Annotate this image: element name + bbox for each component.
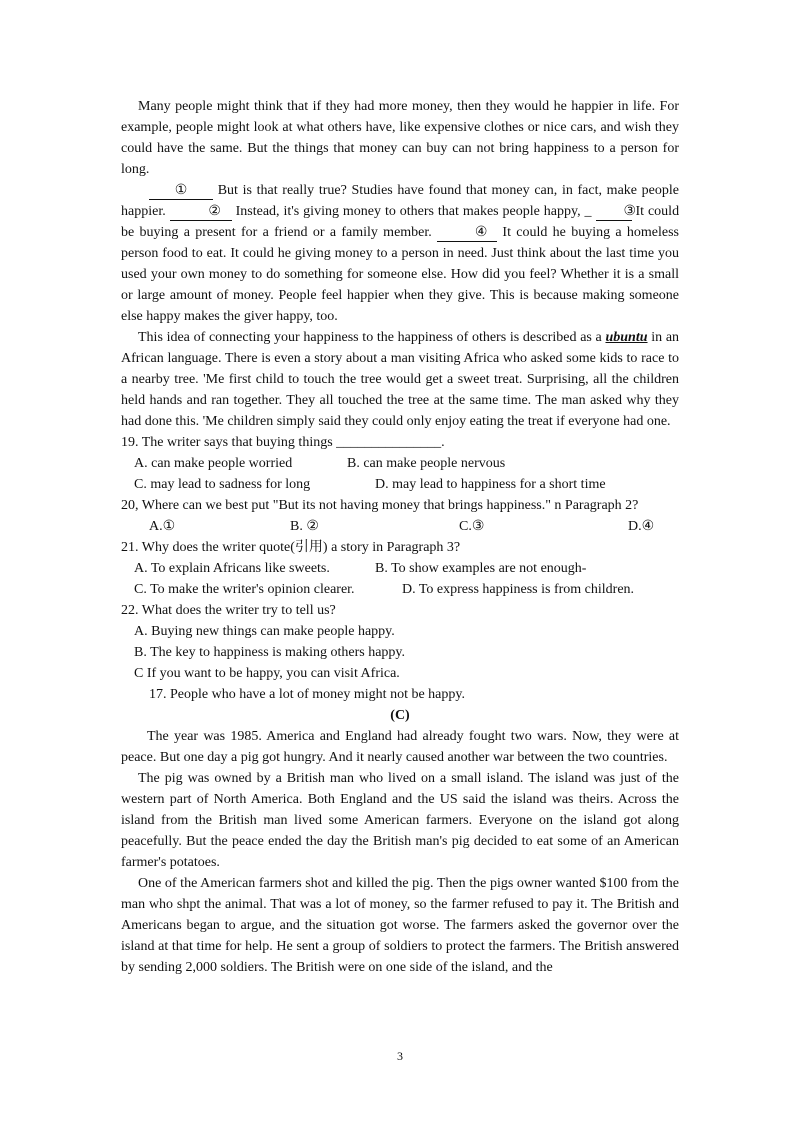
question-21-options-row-1 xyxy=(121,558,679,579)
option-20-a: A.① xyxy=(149,519,176,534)
option-21-d: D. To express happiness is from children. xyxy=(402,582,635,597)
blank-1: ① xyxy=(149,182,213,200)
option-22-d-text: 17. People who have a lot of money might not be happy. xyxy=(149,687,465,702)
option-19-d: D. may lead to happiness for a short time xyxy=(375,477,606,492)
option-22-d xyxy=(121,684,679,705)
option-19-c: C. may lead to sadness for long xyxy=(134,477,311,492)
blank-2: ② xyxy=(170,203,232,221)
option-22-c xyxy=(121,663,679,684)
option-22-b-text: B. The key to happiness is making others happy. xyxy=(134,645,406,660)
question-19: 19. The writer says that buying things _______________. xyxy=(121,435,445,450)
question-20-options xyxy=(121,516,679,537)
passage-b-paragraph-3 xyxy=(121,327,679,432)
paragraph-3-text-a: This idea of connecting your happiness to the happiness of others is described as a xyxy=(138,330,602,345)
option-22-a xyxy=(121,621,679,642)
paragraph-2-text-d: It could he buying a homeless person food to eat. It could he giving money to a person in need. Just think about the last time you used your own money to do something for someone else. How did you feel? Whether it is a small or large amount of money. People feel happier when they give. This is because making someone else happy makes the giver happy, too. xyxy=(121,225,680,324)
option-21-c: C. To make the writer's opinion clearer. xyxy=(134,582,355,597)
question-19-options-row-1 xyxy=(121,453,679,474)
option-22-a-text: A. Buying new things can make people happy. xyxy=(134,624,395,639)
option-21-a: A. To explain Africans like sweets. xyxy=(134,561,330,576)
option-21-b: B. To show examples are not enough- xyxy=(375,561,587,576)
question-20: 20, Where can we best put "But its not having money that brings happiness." n Paragraph 2? xyxy=(121,498,639,513)
passage-c-paragraph-1: The year was 1985. America and England had already fought two wars. Now, they were at peace. But one day a pig got hungry. And it nearly caused another war between the two countries. xyxy=(121,729,679,765)
option-22-c-text: C If you want to be happy, you can visit Africa. xyxy=(134,666,400,681)
blank-3: ③ xyxy=(596,203,632,221)
question-22: 22. What does the writer try to tell us? xyxy=(121,603,336,618)
question-19-options-row-2 xyxy=(121,474,679,495)
passage-c-paragraph-2: The pig was owned by a British man who lived on a small island. The island was just of the western part of North America. Both England and the US said the island was theirs. Across the island from the British man lived some American farmers. Everyone on the island got along peacefully. But the peace ended the day the British man's pig decided to eat some of an American farmer's potatoes. xyxy=(121,771,679,870)
option-22-b xyxy=(121,642,679,663)
option-20-b: B. ② xyxy=(290,519,319,534)
passage-c-paragraph-3: One of the American farmers shot and killed the pig. Then the pigs owner wanted $100 from the man who shpt the animal. That was a lot of money, so the farmer refused to pay it. The British and Americans began to argue, and the situation got worse. The farmers asked the governor over the island at that time for help. He sent a group of soldiers to protect the farmers. The British answered by sending 2,000 soldiers. The British were on one side of the island, and the xyxy=(121,876,679,975)
paragraph-2-text-c: It could be buying a present for a friend or a family member. xyxy=(121,204,680,240)
page-number: 3 xyxy=(397,1049,403,1063)
paragraph-3-text-b: in an African language. There is even a story about a man visiting Africa who asked some kids to race to a nearby tree. 'Me first child to touch the tree would get a sweet treat. Surprising, all the children held hands and ran together. They all touched the tree at the same time. The man asked why they had done this. 'Me children simply said they could only enjoy eating the treat if everyone had one. xyxy=(121,330,680,429)
blank-4: ④ xyxy=(437,224,497,242)
question-21-options-row-2 xyxy=(121,579,679,600)
passage-b-paragraph-2 xyxy=(121,180,679,327)
document-page xyxy=(121,96,679,978)
section-c-heading: (C) xyxy=(390,708,410,723)
question-21: 21. Why does the writer quote(引用) a story in Paragraph 3? xyxy=(121,540,461,555)
option-20-d: D.④ xyxy=(628,519,655,534)
paragraph-2-text-a: But is that really true? Studies have found that money can, in fact, make people happier. xyxy=(121,183,679,219)
option-20-c: C.③ xyxy=(459,519,485,534)
option-19-b: B. can make people nervous xyxy=(347,456,506,471)
paragraph-2-text-b: Instead, it's giving money to others that makes people happy, _ xyxy=(235,204,592,219)
option-19-a: A. can make people worried xyxy=(134,456,293,471)
ubuntu-term: ubuntu xyxy=(605,330,648,345)
passage-b-paragraph-1: Many people might think that if they had more money, then they would he happier in life. For example, people might look at what others have, like expensive clothes or nice cars, and wish they could have the same. But the things that money can buy can not bring happiness to a person for long. xyxy=(121,99,679,177)
